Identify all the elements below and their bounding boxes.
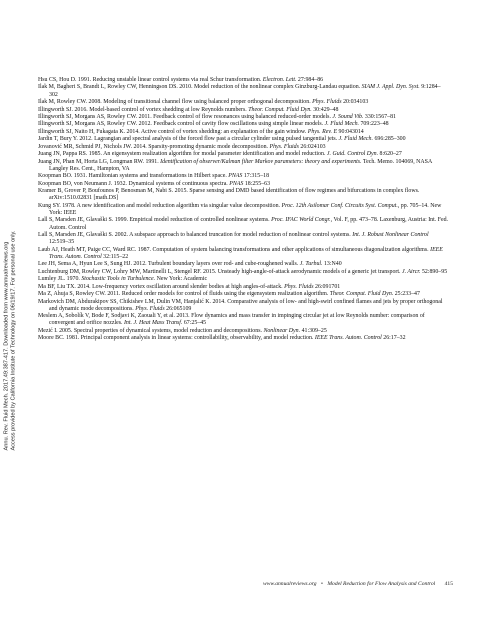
reference-entry: [38, 144, 448, 151]
reference-entry: [38, 181, 448, 188]
reference-venue: SIAM J. Appl. Dyn. Syst.: [361, 84, 420, 91]
reference-venue: Phys. Fluids: [269, 143, 299, 150]
reference-text: Kung SY. 1978. A new identification and model reduction algorithm via singular value decomposition.: [38, 202, 282, 209]
reference-venue: Phys. Fluids: [284, 283, 314, 290]
reference-text: Markovich DM, Abdurakipov SS, Chikishev LM, Dulin VM, Hanjalić K. 2014. Comparative analysis of low- and high-swirl confined flames and jets by proper orthogonal and dynamic mode decompositions.: [38, 298, 443, 312]
reference-venue: IEEE Trans. Autom. Control: [314, 335, 382, 342]
reference-venue: Phys. Fluids: [135, 305, 165, 312]
reference-details: 41:309–25: [300, 327, 327, 334]
reference-text: Mezić I. 2005. Spectral properties of dynamical systems, model reduction and decompositions.: [38, 327, 264, 334]
reference-text: Luchtenburg DM, Rowley CW, Lohry MW, Martinelli L, Stengel RF. 2015. Unsteady high-angle-of-attack aerodynamic models of a generic jet transport.: [38, 268, 402, 275]
reference-list: [38, 77, 448, 343]
reference-entry: [38, 188, 448, 202]
reference-venue: PNAS: [229, 180, 244, 187]
reference-details: 17:315–18: [242, 173, 270, 180]
reference-details: 52:890–95: [420, 268, 448, 275]
reference-venue: Theor. Comput. Fluid Dyn.: [329, 291, 394, 298]
footer-site-url[interactable]: www.annualreviews.org: [263, 581, 317, 587]
reference-venue: J. Fluid Mech.: [338, 136, 373, 143]
reference-details: 26:091701: [313, 283, 341, 290]
reference-text: Koopman BO. 1931. Hamiltonian systems and transformations in Hilbert space.: [38, 173, 229, 180]
reference-details: 67:25–45: [182, 320, 207, 327]
reference-venue: J. Turbul.: [299, 261, 323, 268]
reference-text: Jovanović MR, Schmid PJ, Nichols JW. 2014. Sparsity-promoting dynamic mode decomposition.: [38, 143, 270, 150]
reference-text: Ma Z, Ahuja S, Rowley CW. 2011. Reduced order models for control of fluids using the eigensystem realization algorithm.: [38, 291, 330, 298]
reference-entry: [38, 276, 448, 283]
reference-details: 8:620–27: [378, 151, 402, 158]
reference-venue: Stochastic Tools in Turbulence.: [81, 276, 156, 283]
reference-venue: J. Sound Vib.: [332, 113, 364, 120]
reference-details: Tech. Memo. 104069, NASA Langley Res. Cent., Hampton, VA: [49, 158, 432, 172]
reference-details: 20:034103: [341, 99, 369, 106]
reference-text: Juang JN, Phan M, Horta LG, Longman RW. 1991.: [38, 158, 161, 165]
reference-details: , pp. 705–14. New York: IEEE: [49, 202, 442, 216]
reference-venue: Phys. Rev. E: [307, 128, 338, 135]
reference-text: Meslem A, Sobolík V, Bode F, Sodjavi K, Zaouali Y, et al. 2013. Flow dynamics and mass transfer in impinging circular jet at low Reynolds number: comparison of convergent and orifice nozzles.: [38, 313, 425, 327]
reference-details: 90:043014: [337, 128, 364, 135]
reference-venue: Theor. Comput. Fluid Dyn.: [248, 106, 312, 113]
reference-details: , Vol. F, pp. 473–78. Laxenburg, Austria: Int. Fed. Autom. Control: [49, 217, 448, 231]
reference-entry: [38, 136, 448, 143]
reference-text: Lumley JL. 1970.: [38, 276, 82, 283]
reference-details: 709:223–48: [359, 121, 389, 128]
reference-details: 13:N40: [322, 261, 342, 268]
access-notice-line-2: Access provided by California Institute of Technology on 06/19/17. For personal use only.: [10, 230, 17, 450]
reference-entry: [38, 84, 448, 98]
reference-venue: Phys. Fluids: [312, 99, 342, 106]
reference-text: Juang JN, Pappa RS. 1985. An eigensystem realization algorithm for modal parameter identification and model reduction.: [38, 151, 327, 158]
reference-entry: [38, 261, 448, 268]
reference-venue: Electron. Lett.: [262, 77, 297, 83]
reference-text: Lall S, Marsden JE, Glavaški S. 2002. A subspace approach to balanced truncation for model reduction of nonlinear control systems.: [38, 232, 353, 239]
reference-text: Jardin T, Bury Y. 2012. Lagrangian and spectral analysis of the forced flow past a circular cylinder using pulsed tangential jets.: [38, 136, 339, 143]
reference-text: Illingworth SJ, Naito H, Fukagata K. 2014. Active control of vortex shedding: an explanation of the gain window.: [38, 128, 308, 135]
reference-text: Illingworth SJ. 2016. Model-based control of vortex shedding at low Reynolds numbers.: [38, 106, 249, 113]
reference-details: 18:255–63: [243, 180, 271, 187]
reference-details: 330:1567–81: [363, 113, 396, 120]
reference-details: New York: Academic: [155, 276, 208, 283]
reference-details: 26:065109: [164, 305, 192, 312]
reference-details: 30:429–48: [311, 106, 339, 113]
reference-entry: [38, 129, 448, 136]
reference-details: 9:1284–302: [49, 84, 441, 98]
reference-venue: J. Aircr.: [401, 268, 421, 275]
reference-details: 25:233–47: [393, 291, 420, 298]
reference-venue: PNAS: [228, 173, 243, 180]
reference-entry: [38, 159, 448, 173]
reference-entry: [38, 313, 448, 327]
reference-venue: Proc. 12th Asilomar Conf. Circuits Syst. Comput.: [281, 202, 398, 209]
reference-details: 27:984–86: [296, 77, 324, 83]
reference-venue: Int. J. Robust Nonlinear Control: [352, 232, 429, 239]
reference-entry: [38, 299, 448, 313]
reference-details: 26:024103: [298, 143, 326, 150]
reference-entry: [38, 173, 448, 180]
reference-entry: [38, 335, 448, 342]
reference-details: 32:115–22: [101, 253, 129, 260]
reference-entry: [38, 203, 448, 217]
reference-details: 26:17–32: [381, 335, 406, 342]
reference-text: Hsu CS, Hou D. 1991. Reducing unstable linear control systems via real Schur transformation.: [38, 77, 263, 83]
reference-text: Ilak M, Rowley CW. 2008. Modeling of transitional channel flow using balanced proper orthogonal decomposition.: [38, 99, 313, 106]
reference-text: Ma BF, Liu TX. 2014. Low-frequency vortex oscillation around slender bodies at high angles-of-attack.: [38, 283, 285, 290]
footer-separator: •: [320, 581, 323, 587]
reference-venue: Proc. IFAC World Congr.: [271, 217, 331, 224]
reference-text: Laub AJ, Heath MT, Paige CC, Ward RC. 1987. Computation of system balancing transformations and other applications of simultaneous diagonalization algorithms.: [38, 246, 431, 253]
reference-text: Kramer B, Grover P, Boufounos P, Benosman M, Nabi S. 2015. Sparse sensing and DMD based identification of flow regimes and bifurcations in complex flows. arXiv:1510.02831 [math.DS]: [38, 188, 420, 202]
reference-venue: Nonlinear Dyn.: [263, 327, 301, 334]
footer-running-title: Model Reduction for Flow Analysis and Control: [327, 581, 436, 587]
reference-entry: [38, 328, 448, 335]
reference-details: 696:285–300: [372, 136, 406, 143]
reference-entry: [38, 99, 448, 106]
reference-venue: IEEE Trans. Autom. Control: [49, 246, 443, 260]
page-footer: [263, 581, 453, 587]
page-number: 415: [444, 581, 453, 587]
reference-text: Ilak M, Bagheri S, Brandt L, Rowley CW, Henningson DS. 2010. Model reduction of the nonlinear complex Ginzburg-Landau equation.: [38, 84, 362, 91]
reference-entry: [38, 284, 448, 291]
reference-entry: [38, 291, 448, 298]
reference-entry: [38, 151, 448, 158]
reference-text: Lee JH, Sema A, Hyun Lee S, Sung HJ. 2012. Turbulent boundary layers over rod- and cube-roughened walls.: [38, 261, 300, 268]
reference-entry: [38, 217, 448, 231]
reference-text: Lall S, Marsden JE, Glavaški S. 1999. Empirical model reduction of controlled nonlinear systems.: [38, 217, 272, 224]
reference-venue: Int. J. Heat Mass Transf.: [123, 320, 183, 327]
reference-venue: Identification of observer/Kalman filter Markov parameters: theory and experiments.: [160, 158, 362, 165]
reference-entry: [38, 269, 448, 276]
reference-entry: [38, 232, 448, 246]
reference-entry: [38, 107, 448, 114]
reference-details: 12:519–35: [49, 239, 75, 246]
access-notice: [3, 130, 17, 550]
reference-venue: J. Fluid Mech.: [324, 121, 360, 128]
reference-entry: [38, 121, 448, 128]
reference-venue: J. Guid. Control Dyn.: [326, 151, 379, 158]
reference-text: Illingworth SJ, Morgans AS, Rowley CW. 2011. Feedback control of flow resonances using balanced reduced-order models.: [38, 113, 333, 120]
reference-text: Illingworth SJ, Morgans AS, Rowley CW. 2012. Feedback control of cavity flow oscillations using simple linear models.: [38, 121, 325, 128]
reference-text: Moore BC. 1981. Principal component analysis in linear systems: controllability, observability, and model reduction.: [38, 335, 315, 342]
reference-text: Koopman BO, von Neumann J. 1932. Dynamical systems of continuous spectra.: [38, 180, 230, 187]
reference-entry: [38, 247, 448, 261]
access-notice-line-1: Annu. Rev. Fluid Mech. 2017.49:387-417. Downloaded from www.annualreviews.org: [3, 241, 10, 450]
